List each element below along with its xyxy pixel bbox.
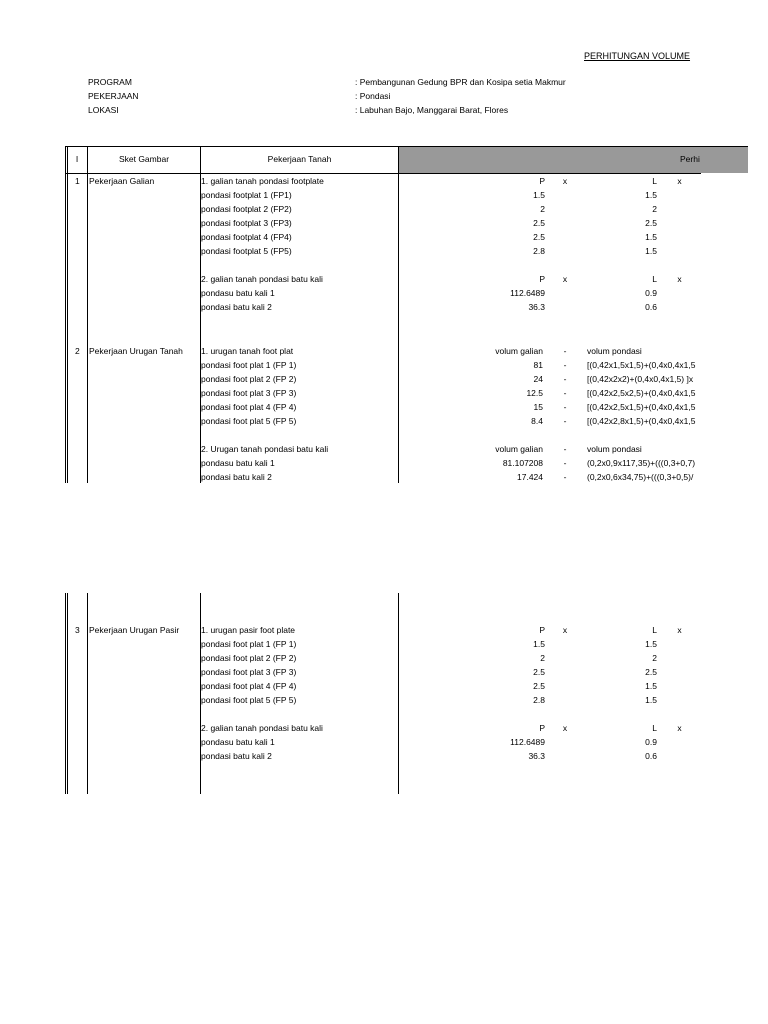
row-volum-pondasi: [(0,42x2,5x1,5)+(0,4x0,4x1,5 [587, 402, 696, 412]
info-label-program: PROGRAM [88, 77, 132, 87]
row-description: pondasi footplat 3 (FP3) [201, 218, 292, 228]
row-description: pondasi foot plat 1 (FP 1) [201, 639, 297, 649]
row-operator: - [563, 346, 567, 356]
row-value-p: P [539, 723, 545, 733]
row-description: pondasi batu kali 2 [201, 302, 272, 312]
row-description: 2. Urugan tanah pondasi batu kali [201, 444, 329, 454]
info-value-lokasi: : Labuhan Bajo, Manggarai Barat, Flores [355, 105, 509, 115]
row-value-p: P [539, 274, 545, 284]
row-operator: x [562, 723, 568, 733]
row-value-p: 1.5 [533, 639, 545, 649]
row-value-p: 112.6489 [510, 737, 545, 747]
row-description: pondasi foot plat 5 (FP 5) [201, 695, 297, 705]
header-calc: Perhi [680, 154, 700, 164]
table-left-border-inner [67, 146, 68, 483]
document-title: PERHITUNGAN VOLUME [584, 51, 691, 61]
row-value-p: 36.3 [528, 751, 545, 761]
row-description: pondasi foot plat 4 (FP 4) [201, 402, 297, 412]
row-description: pondasi foot plat 5 (FP 5) [201, 416, 297, 426]
row-volum-pondasi: volum pondasi [587, 444, 642, 454]
row-value-p: 2 [540, 653, 545, 663]
row-value-l: L [652, 625, 657, 635]
row-value-l: 0.9 [645, 288, 657, 298]
header-sketch: Sket Gambar [118, 154, 170, 164]
info-value-pekerjaan: : Pondasi [355, 91, 391, 101]
row-value-l: 2 [652, 204, 657, 214]
row-volum-galian: 8.4 [531, 416, 543, 426]
row-operator-2: x [677, 723, 682, 733]
row-operator: - [563, 374, 567, 384]
row-operator: x [562, 274, 568, 284]
row-value-p: 36.3 [528, 302, 545, 312]
row-description: 2. galian tanah pondasi batu kali [201, 274, 323, 284]
section-name: Pekerjaan Galian [89, 176, 155, 186]
row-description: pondasi foot plat 4 (FP 4) [201, 681, 297, 691]
row-value-l: 0.6 [645, 302, 657, 312]
table-left-border [65, 146, 66, 483]
row-volum-pondasi: (0,2x0,6x34,75)+(((0,3+0,5)/ [587, 472, 694, 482]
table-top-border [65, 146, 748, 147]
table2-column-divider-sketch [200, 593, 201, 794]
row-description: pondasi footplat 1 (FP1) [201, 190, 292, 200]
row-value-l: 2.5 [645, 218, 657, 228]
table2-left-border-inner [67, 593, 68, 794]
row-operator-2: x [677, 625, 682, 635]
row-value-l: L [652, 176, 657, 186]
row-value-l: L [652, 274, 657, 284]
row-description: pondasu batu kali 1 [201, 288, 275, 298]
row-value-l: 0.9 [645, 737, 657, 747]
row-description: pondasi footplat 2 (FP2) [201, 204, 292, 214]
row-operator: - [563, 444, 567, 454]
row-operator: x [562, 625, 568, 635]
row-value-p: 2.8 [533, 246, 545, 256]
row-volum-galian: 81 [533, 360, 543, 370]
row-description: 1. urugan tanah foot plat [201, 346, 294, 356]
header-bottom-border [65, 173, 701, 174]
row-volum-pondasi: [(0,42x1,5x1,5)+(0,4x0,4x1,5 [587, 360, 696, 370]
row-description: pondasi foot plat 2 (FP 2) [201, 653, 297, 663]
table2-left-border [65, 593, 66, 794]
row-value-l: 1.5 [645, 190, 657, 200]
row-value-l: 1.5 [645, 232, 657, 242]
row-volum-galian: 24 [533, 374, 543, 384]
header-no: I [75, 154, 79, 164]
column-divider-no [87, 146, 88, 483]
row-volum-pondasi: [(0,42x2x2)+(0,4x0,4x1,5) ]x [587, 374, 694, 384]
row-description: 1. urugan pasir foot plate [201, 625, 296, 635]
row-operator: - [563, 416, 567, 426]
info-value-program: : Pembangunan Gedung BPR dan Kosipa setia Makmur [355, 77, 566, 87]
row-volum-galian: volum galian [495, 444, 543, 454]
row-description: pondasi footplat 5 (FP5) [201, 246, 292, 256]
row-value-l: 1.5 [645, 639, 657, 649]
row-description: pondasi foot plat 3 (FP 3) [201, 388, 297, 398]
table2-column-divider-work [398, 593, 399, 794]
row-operator: - [563, 388, 567, 398]
row-operator-2: x [677, 176, 682, 186]
row-description: pondasi foot plat 3 (FP 3) [201, 667, 297, 677]
row-value-l: L [652, 723, 657, 733]
row-description: pondasi foot plat 2 (FP 2) [201, 374, 297, 384]
row-description: 2. galian tanah pondasi batu kali [201, 723, 323, 733]
row-value-p: 2.5 [533, 667, 545, 677]
section-name: Pekerjaan Urugan Tanah [89, 346, 183, 356]
row-value-l: 0.6 [645, 751, 657, 761]
row-operator: - [563, 458, 567, 468]
row-volum-pondasi: [(0,42x2,5x2,5)+(0,4x0,4x1,5 [587, 388, 696, 398]
column-divider-work [398, 146, 399, 483]
row-value-p: 112.6489 [510, 288, 545, 298]
row-value-l: 2 [652, 653, 657, 663]
row-description: pondasu batu kali 1 [201, 458, 275, 468]
row-volum-pondasi: (0,2x0,9x117,35)+(((0,3+0,7) [587, 458, 696, 468]
section-name: Pekerjaan Urugan Pasir [89, 625, 180, 635]
section-number: 2 [75, 346, 80, 356]
row-value-p: 2 [540, 204, 545, 214]
table2-column-divider-no [87, 593, 88, 794]
row-value-p: P [539, 176, 545, 186]
row-description: pondasi foot plat 1 (FP 1) [201, 360, 297, 370]
row-volum-galian: 17.424 [517, 472, 543, 482]
row-operator-2: x [677, 274, 682, 284]
info-label-pekerjaan: PEKERJAAN [88, 91, 139, 101]
row-value-p: 1.5 [533, 190, 545, 200]
row-volum-pondasi: [(0,42x2,8x1,5)+(0,4x0,4x1,5 [587, 416, 696, 426]
row-value-l: 1.5 [645, 246, 657, 256]
row-value-p: 2.5 [533, 681, 545, 691]
info-label-lokasi: LOKASI [88, 105, 119, 115]
row-volum-galian: 12.5 [526, 388, 543, 398]
row-description: 1. galian tanah pondasi footplate [201, 176, 324, 186]
row-volum-pondasi: volum pondasi [587, 346, 642, 356]
row-description: pondasi footplat 4 (FP4) [201, 232, 292, 242]
section-number: 3 [75, 625, 80, 635]
row-value-l: 2.5 [645, 667, 657, 677]
row-volum-galian: 15 [533, 402, 543, 412]
section-number: 1 [75, 176, 80, 186]
header-work: Pekerjaan Tanah [267, 154, 332, 164]
row-value-p: 2.8 [533, 695, 545, 705]
row-operator: - [563, 360, 567, 370]
row-value-l: 1.5 [645, 681, 657, 691]
row-volum-galian: volum galian [495, 346, 543, 356]
row-description: pondasi batu kali 2 [201, 472, 272, 482]
row-value-l: 1.5 [645, 695, 657, 705]
row-value-p: P [539, 625, 545, 635]
row-volum-galian: 81.107208 [502, 458, 543, 468]
row-operator: - [563, 472, 567, 482]
row-operator: x [562, 176, 568, 186]
row-description: pondasi batu kali 2 [201, 751, 272, 761]
row-operator: - [563, 402, 567, 412]
row-value-p: 2.5 [533, 232, 545, 242]
row-value-p: 2.5 [533, 218, 545, 228]
row-description: pondasu batu kali 1 [201, 737, 275, 747]
